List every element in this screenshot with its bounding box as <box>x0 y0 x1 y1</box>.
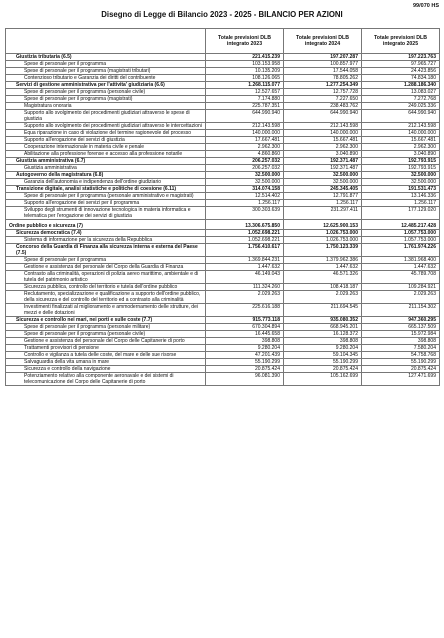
row-label: Spese di personale per il programma (personale civile) <box>6 89 206 96</box>
value-2024: 105.162.699 <box>284 373 362 386</box>
table-row-total <box>6 158 440 165</box>
value-2025: 192.793.915 <box>362 165 440 172</box>
value-2023: 212.143.598 <box>206 123 284 130</box>
value-2023: 225.616.188 <box>206 304 284 317</box>
table-row <box>6 89 440 96</box>
value-2023: 55.190.299 <box>206 359 284 366</box>
table-row <box>6 179 440 186</box>
row-label: Contrasto alla criminalità, operazioni di polizia aereo marittimo, ambientale e di tutela del patrimonio artistico <box>6 271 206 284</box>
row-label: Sistema di informazione per la sicurezza della Repubblica <box>6 237 206 244</box>
row-label: Potenziamento relativo alla componente aeronavale e dei sistemi di telecomunicazione del Corpo delle Capitanerie di porto <box>6 373 206 386</box>
value-2023: 140.000.000 <box>206 130 284 137</box>
value-2024: 20.875.424 <box>284 366 362 373</box>
value-2025: 13.083.027 <box>362 89 440 96</box>
table-row <box>6 291 440 304</box>
value-2024: 140.000.000 <box>284 130 362 137</box>
value-2025: 97.965.727 <box>362 61 440 68</box>
row-label: Investimenti finalizzati al miglioramento e ammodernamento delle strutture, dei mezzi e delle dotazioni <box>6 304 206 317</box>
table-row-total <box>6 172 440 179</box>
value-2024: 211.694.545 <box>284 304 362 317</box>
value-2023: 46.149.043 <box>206 271 284 284</box>
table-row <box>6 103 440 110</box>
value-2025: 7.580.204 <box>362 345 440 352</box>
row-label: Supporto allo svolgimento dei procedimenti giudiziari attraverso le spese di giustizia <box>6 110 206 123</box>
value-2023: 9.280.204 <box>206 345 284 352</box>
value-2025: 1.288.186.340 <box>362 82 440 89</box>
value-2025: 1.447.632 <box>362 264 440 271</box>
value-2024: 7.227.650 <box>284 96 362 103</box>
row-label: Spese di personale per il programma <box>6 257 206 264</box>
value-2025: 15.667.481 <box>362 137 440 144</box>
table-row <box>6 359 440 366</box>
value-2023: 47.201.439 <box>206 352 284 359</box>
value-2024: 12.791.877 <box>284 193 362 200</box>
row-label: Cooperazione internazionale in materia civile e penale <box>6 144 206 151</box>
value-2023: 644.990.940 <box>206 110 284 123</box>
value-2023: 111.324.260 <box>206 284 284 291</box>
value-2025: 15.972.984 <box>362 331 440 338</box>
row-label: Spese di personale per il programma (personale militare) <box>6 324 206 331</box>
value-2025: 109.284.921 <box>362 284 440 291</box>
table-row <box>6 331 440 338</box>
value-2024: 59.104.345 <box>284 352 362 359</box>
value-2024: 192.371.487 <box>284 165 362 172</box>
value-2025: 32.500.000 <box>362 172 440 179</box>
value-2025: 7.272.768 <box>362 96 440 103</box>
value-2025: 212.143.598 <box>362 123 440 130</box>
value-2023: 108.126.065 <box>206 75 284 82</box>
value-2024: 245.345.405 <box>284 186 362 193</box>
table-row <box>6 237 440 244</box>
table-row <box>6 324 440 331</box>
table-row <box>6 366 440 373</box>
row-label: Giustizia tributaria (6.5) <box>6 54 206 61</box>
row-label: Sicurezza democratica (7.4) <box>6 230 206 237</box>
value-2023: 314.074.158 <box>206 186 284 193</box>
value-2023: 670.304.894 <box>206 324 284 331</box>
value-2023: 1.052.698.221 <box>206 230 284 237</box>
row-label: Servizi di gestione amministrativa per l'attivita' giudiziaria (6.6) <box>6 82 206 89</box>
page-number: 99/070 HS <box>413 3 439 9</box>
value-2024: 3.040.890 <box>284 151 362 158</box>
row-label: Sicurezza pubblica, controllo del territorio e tutela dell'ordine pubblico <box>6 284 206 291</box>
value-2024: 668.945.201 <box>284 324 362 331</box>
value-2025: 1.057.753.000 <box>362 237 440 244</box>
value-2025: 947.360.295 <box>362 317 440 324</box>
value-2024: 1.026.753.000 <box>284 237 362 244</box>
table-row <box>6 257 440 264</box>
table-row <box>6 284 440 291</box>
table-row <box>6 110 440 123</box>
value-2024: 2.962.300 <box>284 144 362 151</box>
value-2024: 238.483.762 <box>284 103 362 110</box>
row-label: Supporto all'erogazione dei servizi di giustizia <box>6 137 206 144</box>
value-2023: 17.667.481 <box>206 137 284 144</box>
table-row <box>6 151 440 158</box>
table-row-total <box>6 230 440 237</box>
row-label: Spese di personale per il programma (magistrati) <box>6 96 206 103</box>
value-2024: 15.667.481 <box>284 137 362 144</box>
value-2023: 1.369.844.231 <box>206 257 284 264</box>
value-2023: 221.415.239 <box>206 54 284 61</box>
row-label: Salvaguardia della vita umana in mare <box>6 359 206 366</box>
table-row-total <box>6 244 440 257</box>
value-2023: 1.268.115.077 <box>206 82 284 89</box>
value-2024: 32.500.000 <box>284 179 362 186</box>
row-label: Sviluppo degli strumenti di innovazione tecnologica in materia informatica e telematica per l'erogazione dei servizi di giustizia <box>6 207 206 220</box>
table-row <box>6 207 440 220</box>
table-row-total <box>6 82 440 89</box>
value-2025: 1.256.117 <box>362 200 440 207</box>
table-row <box>6 61 440 68</box>
value-2024: 1.750.123.339 <box>284 244 362 257</box>
value-2023: 225.787.351 <box>206 103 284 110</box>
value-2024: 1.447.632 <box>284 264 362 271</box>
row-label: Magistratura onoraria <box>6 103 206 110</box>
table-row-total <box>6 317 440 324</box>
value-2023: 12.527.657 <box>206 89 284 96</box>
value-2025: 20.875.424 <box>362 366 440 373</box>
value-2023: 12.514.402 <box>206 193 284 200</box>
table-row <box>6 373 440 386</box>
value-2025: 3.040.890 <box>362 151 440 158</box>
table-row-total <box>6 220 440 230</box>
value-2023: 4.860.860 <box>206 151 284 158</box>
value-2023: 2.962.300 <box>206 144 284 151</box>
value-2025: 1.381.968.400 <box>362 257 440 264</box>
value-2025: 74.834.180 <box>362 75 440 82</box>
value-2024: 935.080.352 <box>284 317 362 324</box>
header-2025: Totale previsioni DLB integrato 2025 <box>362 29 440 54</box>
value-2024: 100.857.977 <box>284 61 362 68</box>
value-2023: 20.875.424 <box>206 366 284 373</box>
value-2025: 55.190.299 <box>362 359 440 366</box>
value-2024: 32.500.000 <box>284 172 362 179</box>
value-2024: 12.757.728 <box>284 89 362 96</box>
value-2024: 55.190.299 <box>284 359 362 366</box>
table-row <box>6 304 440 317</box>
value-2024: 12.625.900.153 <box>284 220 362 230</box>
row-label: Spese di personale per il programma <box>6 61 206 68</box>
value-2024: 108.418.187 <box>284 284 362 291</box>
value-2024: 1.277.254.349 <box>284 82 362 89</box>
value-2025: 54.758.768 <box>362 352 440 359</box>
table-row <box>6 165 440 172</box>
value-2024: 644.990.940 <box>284 110 362 123</box>
value-2023: 10.135.209 <box>206 68 284 75</box>
table-row <box>6 193 440 200</box>
table-row <box>6 137 440 144</box>
value-2025: 192.793.915 <box>362 158 440 165</box>
row-label: Equa riparazione in caso di violazione del termine ragionevole del processo <box>6 130 206 137</box>
row-label: Contenzioso tributario e Garanzia dei diritti del contribuente <box>6 75 206 82</box>
value-2024: 16.128.372 <box>284 331 362 338</box>
row-label: Giustizia amministrativa <box>6 165 206 172</box>
value-2024: 212.143.598 <box>284 123 362 130</box>
value-2023: 1.256.117 <box>206 200 284 207</box>
header-label <box>6 29 206 54</box>
row-label: Concorso della Guardia di Finanza alla sicurezza interna e esterna del Paese (7.5) <box>6 244 206 257</box>
row-label: Sicurezza e controllo della navigazione <box>6 366 206 373</box>
value-2023: 206.257.032 <box>206 165 284 172</box>
value-2024: 9.280.204 <box>284 345 362 352</box>
value-2023: 32.500.000 <box>206 179 284 186</box>
row-label: Supporto allo svolgimento dei procedimenti giudiziari attraverso le intercettazioni <box>6 123 206 130</box>
value-2024: 46.571.326 <box>284 271 362 284</box>
value-2025: 32.500.000 <box>362 179 440 186</box>
value-2024: 398.808 <box>284 338 362 345</box>
table-row <box>6 75 440 82</box>
value-2025: 24.423.856 <box>362 68 440 75</box>
row-label: Gestione e assistenza del personale del Corpo delle Capitanerie di porto <box>6 338 206 345</box>
value-2023: 915.773.118 <box>206 317 284 324</box>
value-2025: 644.990.940 <box>362 110 440 123</box>
value-2024: 231.297.411 <box>284 207 362 220</box>
row-label: Spese di personale per il programma (personale amministrativo e magistrati) <box>6 193 206 200</box>
row-label: Transizione digitale, analisi statistiche e politiche di coesione (6.11) <box>6 186 206 193</box>
header-2024: Totale previsioni DLB integrato 2024 <box>284 29 362 54</box>
page-title: Disegno di Legge di Bilancio 2023 - 2025 - BILANCIO PER AZIONI <box>101 10 343 19</box>
value-2023: 32.500.000 <box>206 172 284 179</box>
value-2025: 12.485.217.428 <box>362 220 440 230</box>
value-2025: 2.962.300 <box>362 144 440 151</box>
row-label: Sicurezza e controllo nei mari, nei porti e sulle coste (7.7) <box>6 317 206 324</box>
table-row-total <box>6 54 440 61</box>
table-row <box>6 200 440 207</box>
value-2025: 211.154.302 <box>362 304 440 317</box>
value-2023: 2.029.263 <box>206 291 284 304</box>
row-label: Gestione e assistenza del personale del Corpo della Guardia di Finanza <box>6 264 206 271</box>
value-2025: 398.808 <box>362 338 440 345</box>
value-2025: 197.223.763 <box>362 54 440 61</box>
table-body <box>6 54 440 386</box>
value-2024: 17.544.058 <box>284 68 362 75</box>
row-label: Abilitazione alla professione forense e accesso alla professione notarile <box>6 151 206 158</box>
value-2025: 249.025.336 <box>362 103 440 110</box>
value-2025: 177.129.020 <box>362 207 440 220</box>
row-label: Controllo e vigilanza a tutela delle coste, del mare e delle sue risorse <box>6 352 206 359</box>
value-2025: 665.137.509 <box>362 324 440 331</box>
value-2024: 1.256.117 <box>284 200 362 207</box>
table-row <box>6 345 440 352</box>
row-label: Trattamenti provvisori di pensione <box>6 345 206 352</box>
row-label: Supporto all'erogazione dei servizi per il programma <box>6 200 206 207</box>
row-label: Reclutamento, specializzazione e qualificazione a supporto dell'ordine pubblico, della sicurezza e del controllo del territorio ed a contrasto alla criminalità <box>6 291 206 304</box>
value-2023: 16.445.658 <box>206 331 284 338</box>
value-2023: 1.447.632 <box>206 264 284 271</box>
row-label: Spese di personale per il programma (personale civile) <box>6 331 206 338</box>
value-2024: 197.207.287 <box>284 54 362 61</box>
value-2024: 1.026.753.000 <box>284 230 362 237</box>
table-row <box>6 271 440 284</box>
row-label: Autogoverno della magistratura (6.8) <box>6 172 206 179</box>
value-2025: 1.057.753.000 <box>362 230 440 237</box>
value-2023: 1.052.698.221 <box>206 237 284 244</box>
value-2024: 2.029.263 <box>284 291 362 304</box>
value-2025: 140.000.000 <box>362 130 440 137</box>
value-2023: 206.257.032 <box>206 158 284 165</box>
table-row <box>6 144 440 151</box>
table-row <box>6 352 440 359</box>
table-row <box>6 338 440 345</box>
value-2025: 191.531.473 <box>362 186 440 193</box>
value-2025: 45.789.708 <box>362 271 440 284</box>
budget-table <box>5 28 440 386</box>
table-row <box>6 130 440 137</box>
table-row-total <box>6 186 440 193</box>
value-2023: 96.081.390 <box>206 373 284 386</box>
value-2025: 1.761.974.226 <box>362 244 440 257</box>
table-row <box>6 96 440 103</box>
table-row <box>6 68 440 75</box>
value-2025: 2.029.263 <box>362 291 440 304</box>
value-2023: 7.174.880 <box>206 96 284 103</box>
value-2025: 127.471.699 <box>362 373 440 386</box>
value-2024: 192.371.487 <box>284 158 362 165</box>
value-2023: 300.303.639 <box>206 207 284 220</box>
table-header-row <box>6 29 440 54</box>
value-2023: 103.153.958 <box>206 61 284 68</box>
value-2025: 13.146.336 <box>362 193 440 200</box>
value-2024: 1.379.962.386 <box>284 257 362 264</box>
table-row <box>6 123 440 130</box>
row-label: Spese di personale per il programma (magistrati tributari) <box>6 68 206 75</box>
header-2023: Totale previsioni DLB integrato 2023 <box>206 29 284 54</box>
value-2023: 1.756.410.617 <box>206 244 284 257</box>
row-label: Giustizia amministrativa (6.7) <box>6 158 206 165</box>
row-label: Ordine pubblico e sicurezza (7) <box>6 220 206 230</box>
value-2023: 398.808 <box>206 338 284 345</box>
value-2024: 78.805.262 <box>284 75 362 82</box>
row-label: Garanzia dell'autonomia e indipendenza dell'ordine giudiziario <box>6 179 206 186</box>
value-2023: 13.306.675.850 <box>206 220 284 230</box>
table-row <box>6 264 440 271</box>
